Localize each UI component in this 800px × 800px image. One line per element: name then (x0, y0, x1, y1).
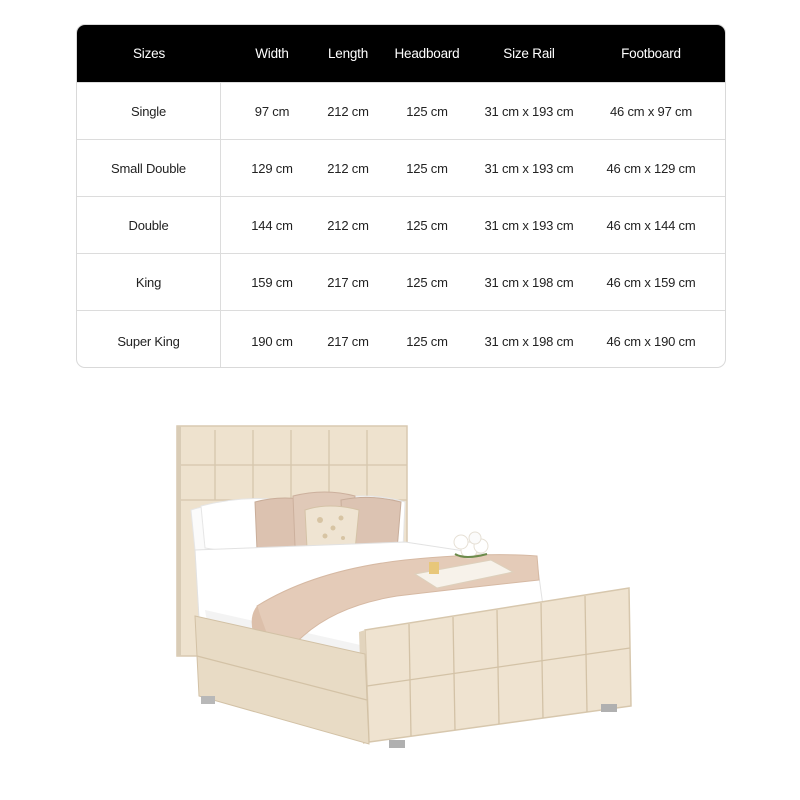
cell-footboard: 46 cm x 159 cm (606, 274, 696, 290)
cell-size-rail: 31 cm x 193 cm (484, 103, 574, 119)
header-size-rail: Size Rail (503, 46, 555, 61)
header-width: Width (255, 46, 289, 61)
size-chart-table (76, 24, 726, 368)
cell-size-rail: 31 cm x 193 cm (484, 217, 574, 233)
cell-headboard: 125 cm (406, 333, 448, 349)
cell-footboard: 46 cm x 129 cm (606, 160, 696, 176)
cell-width: 190 cm (251, 333, 293, 349)
cell-width: 159 cm (251, 274, 293, 290)
cell-headboard: 125 cm (406, 217, 448, 233)
header-length: Length (327, 46, 369, 61)
cell-width: 129 cm (251, 160, 293, 176)
cell-footboard: 46 cm x 97 cm (610, 103, 692, 119)
cell-length: 217 cm (327, 274, 369, 290)
cell-length: 212 cm (327, 160, 369, 176)
table-row (77, 82, 725, 139)
cell-length: 212 cm (327, 103, 369, 119)
table-row (77, 196, 725, 253)
cell-length: 217 cm (327, 333, 369, 349)
cell-size: Double (77, 197, 221, 253)
cell-size-rail: 31 cm x 198 cm (484, 274, 574, 290)
cell-size-rail: 31 cm x 193 cm (484, 160, 574, 176)
cell-headboard: 125 cm (406, 160, 448, 176)
table-row (77, 310, 725, 368)
cell-footboard: 46 cm x 190 cm (606, 333, 696, 349)
cell-size-rail: 31 cm x 198 cm (484, 333, 574, 349)
table-row (77, 139, 725, 196)
header-sizes: Sizes (132, 46, 165, 61)
cell-headboard: 125 cm (406, 103, 448, 119)
header-footboard: Footboard (621, 46, 681, 61)
table-header-row (77, 25, 725, 82)
cell-size: Small Double (77, 140, 221, 196)
cell-size: King (77, 254, 221, 310)
cell-width: 144 cm (251, 217, 293, 233)
cell-length: 212 cm (327, 217, 369, 233)
cell-width: 97 cm (254, 103, 290, 119)
cell-footboard: 46 cm x 144 cm (606, 217, 696, 233)
cell-size: Single (77, 83, 221, 139)
bed-product-photo (165, 410, 635, 790)
cell-size: Super King (77, 311, 221, 368)
cell-headboard: 125 cm (406, 274, 448, 290)
header-headboard: Headboard (394, 46, 460, 61)
table-row (77, 253, 725, 310)
